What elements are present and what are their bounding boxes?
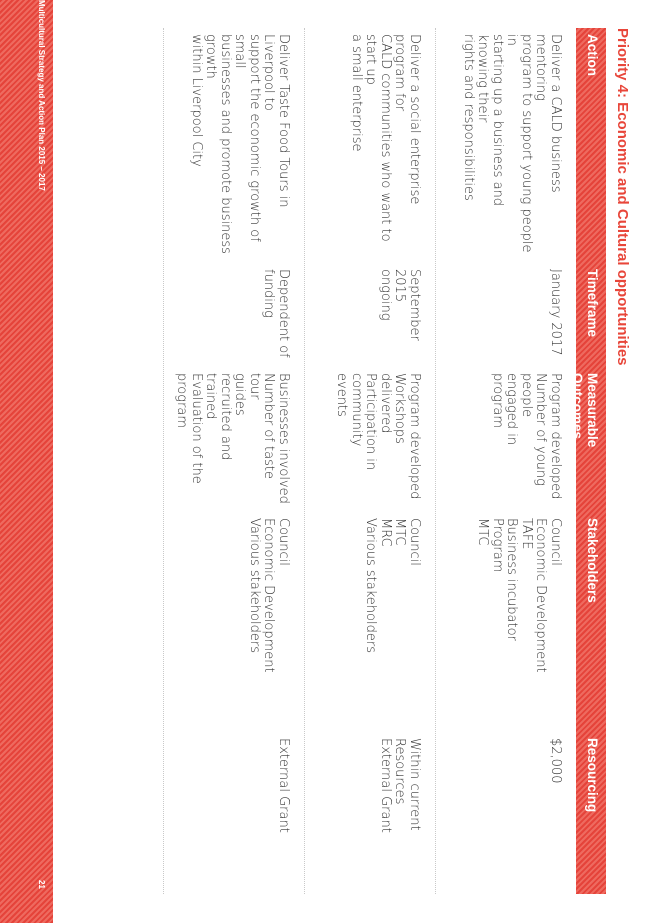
cell-timeframe: September 2015 ongoing [378,269,422,341]
table-row [163,28,304,894]
header-action: Action [585,34,600,76]
cell-timeframe: January 2017 [548,269,563,356]
header-resourcing: Resourcing [585,738,600,813]
section-heading: Priority 4: Economic and Cultural opportunities [614,28,631,366]
cell-outcomes: Businesses involved Number of taste tour guides recruited and trained Evaluation of the program [174,373,291,504]
cell-action: Deliver Taste Food Tours in Liverpool to support the economic growth of small businesses and promote business growth within Liverpool City [189,34,291,254]
cell-timeframe: Dependent of funding [261,269,291,358]
cell-stakeholders: Council Economic Development TAFE Business incubator Program MTC [475,518,563,673]
cell-stakeholders: Council MTC MRC Various stakeholders [363,518,422,653]
cell-action: Deliver a social enterprise program for CALD communities who want to start up a small enterprise [349,34,422,242]
table-header [570,28,606,894]
table-row [435,28,576,894]
cell-stakeholders: Council Economic Development Various stakeholders [247,518,291,673]
cell-resourcing: $2,000 [548,738,563,784]
header-stakeholders: Stakeholders [585,518,600,603]
cell-resourcing: External Grant [276,738,291,833]
table-row [304,28,435,894]
page-number: 21 [37,880,46,889]
header-measurable-outcomes: Measurable Outcomes [570,373,600,448]
cell-action: Deliver a CALD business mentoring program to support young people in starting up a business and knowing their rights and responsibilities [461,34,563,253]
cell-outcomes: Program developed Workshops delivered Participation in community events [334,373,422,500]
footer-title: Multicultural Strategy and Action Plan 2015 – 2017 [37,0,46,191]
cell-outcomes: Program developed Number of young people engaged in program [490,373,563,500]
footer-band [0,0,53,923]
header-timeframe: Timeframe [585,269,600,338]
cell-resourcing: Within current Resources External Grant [378,738,422,833]
action-table [163,28,606,894]
